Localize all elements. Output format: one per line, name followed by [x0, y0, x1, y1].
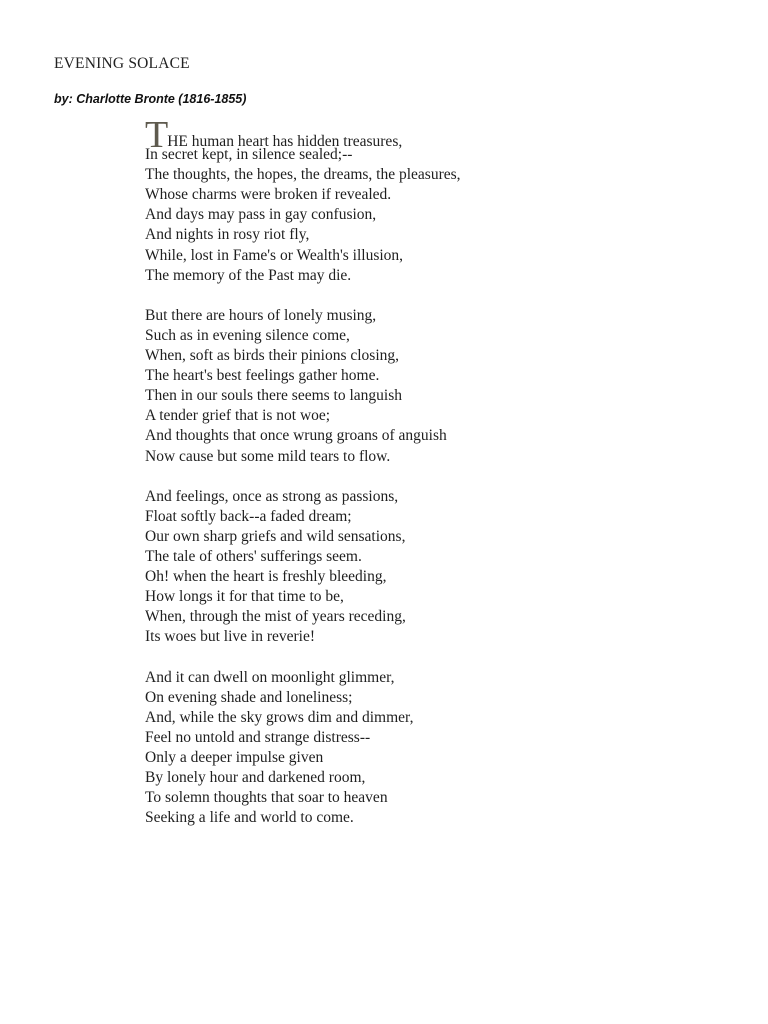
poem-line: While, lost in Fame's or Wealth's illusion, — [145, 246, 404, 264]
poem-line: When, through the mist of years receding, — [145, 608, 406, 626]
drop-cap: T — [145, 114, 168, 156]
poem-line: Such as in evening silence come, — [145, 326, 350, 344]
poem-line: Our own sharp griefs and wild sensations, — [145, 527, 406, 545]
poem-line: Only a deeper impulse given — [145, 748, 324, 766]
poem-line: Then in our souls there seems to languish — [145, 387, 402, 405]
poem-line: The heart's best feelings gather home. — [145, 367, 380, 385]
poem-line: Its woes but live in reverie! — [145, 628, 316, 646]
poem-body — [145, 114, 665, 848]
poem-line: And days may pass in gay confusion, — [145, 206, 377, 224]
poem-line: The tale of others' sufferings seem. — [145, 547, 362, 565]
poem-line: To solemn thoughts that soar to heaven — [145, 789, 388, 807]
poem-line: And, while the sky grows dim and dimmer, — [145, 708, 414, 726]
stanza-1 — [145, 114, 665, 286]
poem-line: And nights in rosy riot fly, — [145, 226, 310, 244]
poem-line: When, soft as birds their pinions closing, — [145, 347, 399, 365]
poem-line: A tender grief that is not woe; — [145, 407, 331, 425]
poem-line: But there are hours of lonely musing, — [145, 306, 377, 324]
first-line-text: HE human heart has hidden treasures, — [167, 133, 403, 150]
poem-line: And it can dwell on moonlight glimmer, — [145, 668, 395, 686]
poem-line: Oh! when the heart is freshly bleeding, — [145, 568, 387, 586]
poem-line: How longs it for that time to be, — [145, 588, 344, 606]
poem-line: Now cause but some mild tears to flow. — [145, 447, 391, 465]
poem-line: On evening shade and loneliness; — [145, 688, 353, 706]
poem-line: And feelings, once as strong as passions, — [145, 487, 399, 505]
author-byline: by: Charlotte Bronte (1816-1855) — [54, 92, 247, 106]
poem-line: In secret kept, in silence sealed;-- — [145, 146, 353, 164]
page-title: EVENING SOLACE — [54, 55, 190, 72]
poem-line: Feel no untold and strange distress-- — [145, 728, 371, 746]
poem-line: Float softly back--a faded dream; — [145, 507, 352, 525]
poem-line: The thoughts, the hopes, the dreams, the pleasures, — [145, 166, 461, 184]
poem-line: Whose charms were broken if revealed. — [145, 186, 392, 204]
stanza-4 — [145, 668, 665, 829]
stanza-2 — [145, 306, 665, 467]
poem-line: By lonely hour and darkened room, — [145, 769, 366, 786]
poem-line: And thoughts that once wrung groans of anguish — [145, 427, 447, 445]
stanza-3 — [145, 487, 665, 648]
poem-line: The memory of the Past may die. — [145, 266, 352, 284]
poem-line: Seeking a life and world to come. — [145, 809, 354, 827]
